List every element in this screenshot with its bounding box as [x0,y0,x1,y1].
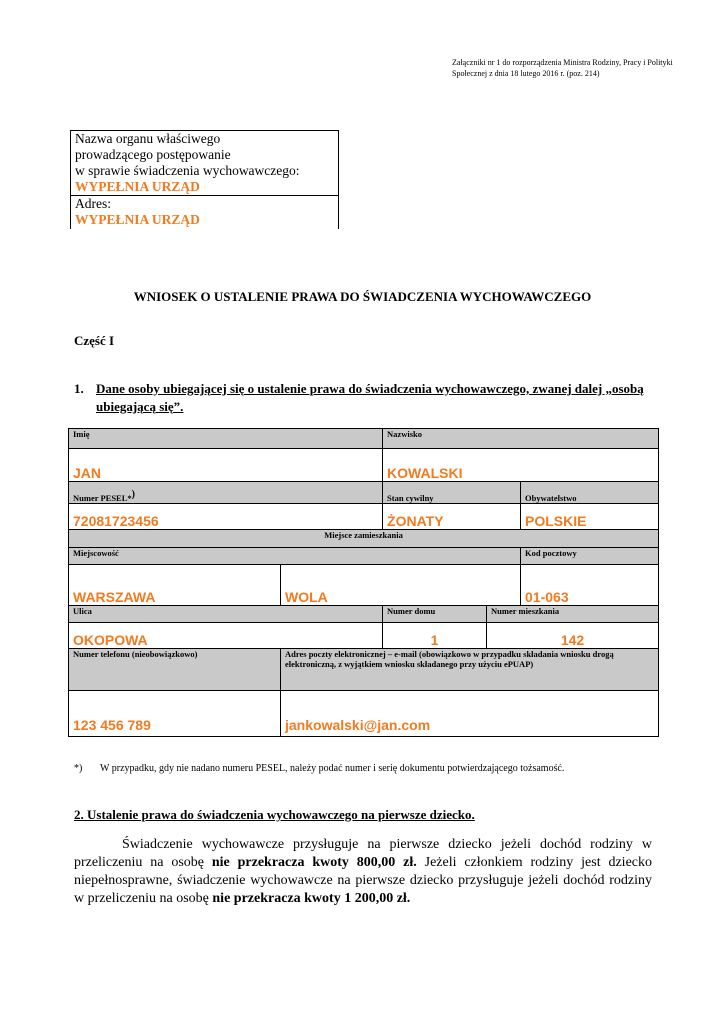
part-heading: Część I [74,333,115,348]
organ-label-2: prowadzącego postępowanie [75,147,231,162]
marital-status-label: Stan cywilny [383,482,521,504]
organ-fill-field[interactable]: WYPEŁNIA URZĄD [75,179,200,194]
first-name-field[interactable]: JAN [69,449,383,482]
city-field[interactable]: WARSZAWA [69,565,281,606]
pesel-field[interactable]: 72081723456 [69,504,383,530]
phone-label: Numer telefonu (nieobowiązkowo) [69,649,281,691]
section-2-paragraph [74,836,652,908]
para-text-a: Świadczenie wychowawcze przysługuje na pierwsze dziecko jeżeli dochód rodziny w przeliczeniu na osobę [74,837,652,870]
residence-heading: Miejsce zamieszkania [69,530,659,548]
section-2-heading: 2. Ustalenie prawa do świadczenia wychowawczego na pierwsze dziecko. [74,807,475,822]
pesel-footnote-mark: ) [131,489,135,501]
applicant-form [68,428,659,737]
address-fill-field[interactable]: WYPEŁNIA URZĄD [75,212,200,227]
para-text-c: Jeżeli członkiem rodziny jest dziecko niepełnosprawne, świadczenie wychowawcze na pierwsze dziecko przysługuje jeżeli dochód rodziny w przeliczeniu na osobę [74,855,652,906]
last-name-label: Nazwisko [383,429,659,449]
address-label: Adres: [75,196,111,211]
citizenship-field[interactable]: POLSKIE [521,504,659,530]
postal-code-label: Kod pocztowy [521,548,659,565]
organ-label-3: w sprawie świadczenia wychowawczego: [75,163,300,178]
organ-label-1: Nazwa organu właściwego [75,131,221,146]
section-1-text: Dane osoby ubiegającej się o ustalenie prawa do świadczenia wychowawczego, zwanej dalej „osobą ubiegającą się”. [96,381,644,414]
apartment-number-field[interactable]: 142 [487,623,659,649]
street-field[interactable]: OKOPOWA [69,623,383,649]
section-1-heading [74,380,654,416]
citizenship-label: Obywatelstwo [521,482,659,504]
pesel-label-text: Numer PESEL* [73,493,132,503]
footnote-mark: *) [74,763,83,774]
apartment-number-label: Numer mieszkania [487,606,659,623]
street-label: Ulica [69,606,383,623]
footnote-text: W przypadku, gdy nie nadano numeru PESEL, należy podać numer i serię dokumentu potwierdzającego tożsamość. [100,763,565,774]
document-title: WNIOSEK O USTALENIE PRAWA DO ŚWIADCZENIA WYCHOWAWCZEGO [133,289,592,304]
email-label: Adres poczty elektronicznej – e-mail (obowiązkowo w przypadku składania wniosku drogą elektroniczną, z wyjątkiem wniosku składanego przy użyciu ePUAP) [281,649,659,691]
first-name-label: Imię [69,429,383,449]
pesel-label [69,482,383,504]
para-threshold-1200: nie przekracza kwoty 1 200,00 zł. [212,891,411,906]
house-number-label: Numer domu [383,606,487,623]
para-threshold-800: nie przekracza kwoty 800,00 zł. [211,855,417,870]
regulation-note: Załączniki nr 1 do rozporządzenia Ministra Rodziny, Pracy i Polityki Społecznej z dnia 18 lutego 2016 r. (poz. 214) [452,58,673,78]
locality-label: Miejscowość [69,548,521,565]
section-1-number: 1. [74,381,84,396]
district-field[interactable]: WOLA [281,565,521,606]
email-field[interactable]: jankowalski@jan.com [281,691,659,737]
house-number-field[interactable]: 1 [383,623,487,649]
organ-box [70,130,339,229]
phone-field[interactable]: 123 456 789 [69,691,281,737]
marital-status-field[interactable]: ŻONATY [383,504,521,530]
last-name-field[interactable]: KOWALSKI [383,449,659,482]
postal-code-field[interactable]: 01-063 [521,565,659,606]
